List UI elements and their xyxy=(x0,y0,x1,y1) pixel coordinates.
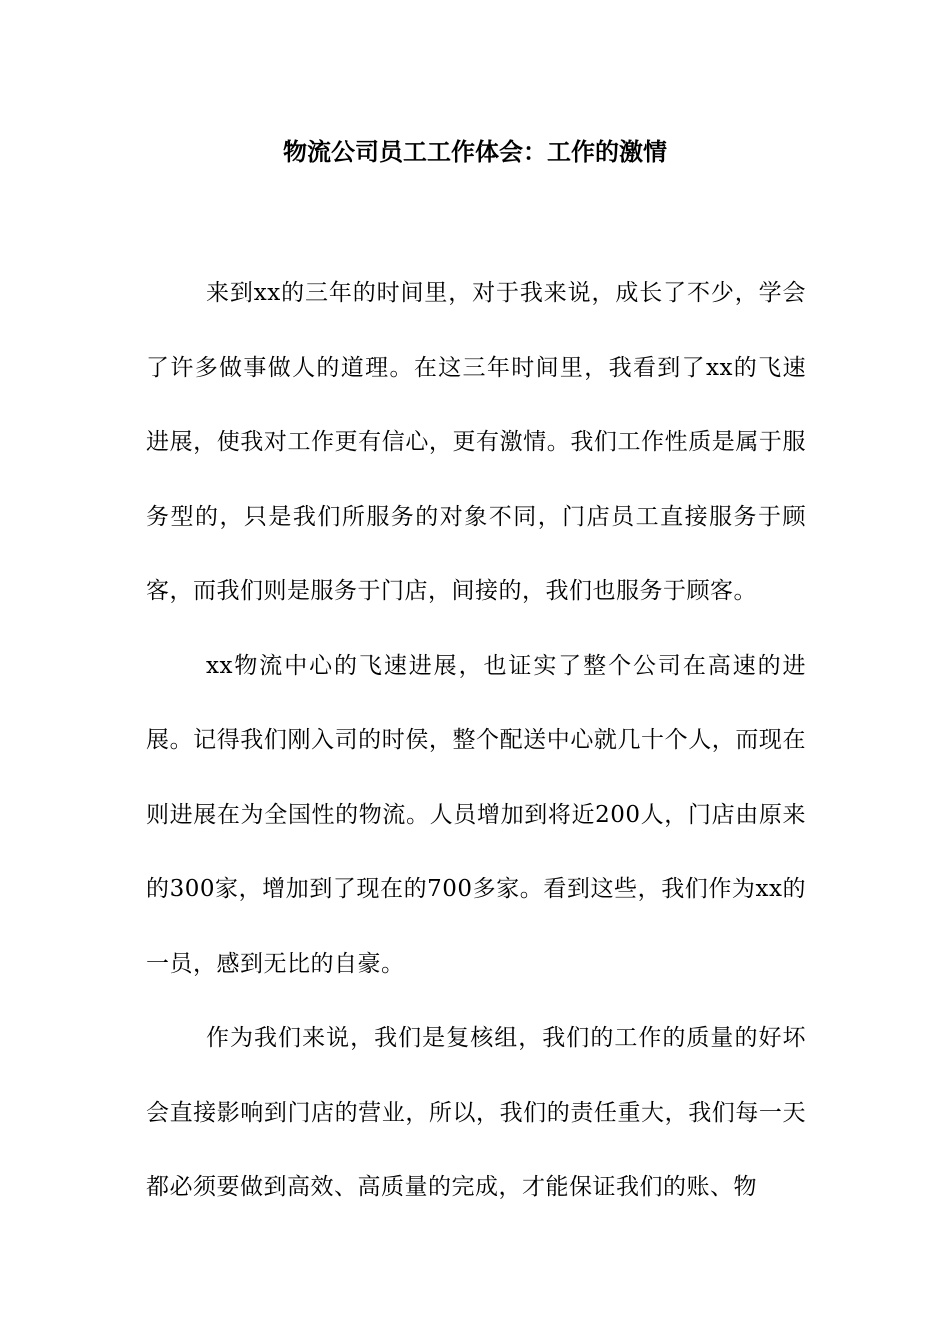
paragraph-2: xx物流中心的飞速进展，也证实了整个公司在高速的进展。记得我们刚入司的时侯，整个配送中心就几十个人，而现在则进展在为全国性的物流。人员增加到将近200人，门店由原来的300家，增加到了现在的700多家。看到这些，我们作为xx的一员，感到无比的自豪。 xyxy=(146,652,806,977)
paragraph-1: 来到xx的三年的时间里，对于我来说，成长了不少，学会了许多做事做人的道理。在这三年时间里，我看到了xx的飞速进展，使我对工作更有信心，更有激情。我们工作性质是属于服务型的，只是我们所服务的对象不同，门店员工直接服务于顾客，而我们则是服务于门店，间接的，我们也服务于顾客。 xyxy=(146,280,806,604)
document-body xyxy=(146,256,806,1225)
document-title: 物流公司员工工作体会：工作的激情 xyxy=(283,138,667,166)
paragraph-3: 作为我们来说，我们是复核组，我们的工作的质量的好坏会直接影响到门店的营业，所以，我们的责任重大，我们每一天都必须要做到高效、高质量的完成，才能保证我们的账、物 xyxy=(146,1025,806,1200)
